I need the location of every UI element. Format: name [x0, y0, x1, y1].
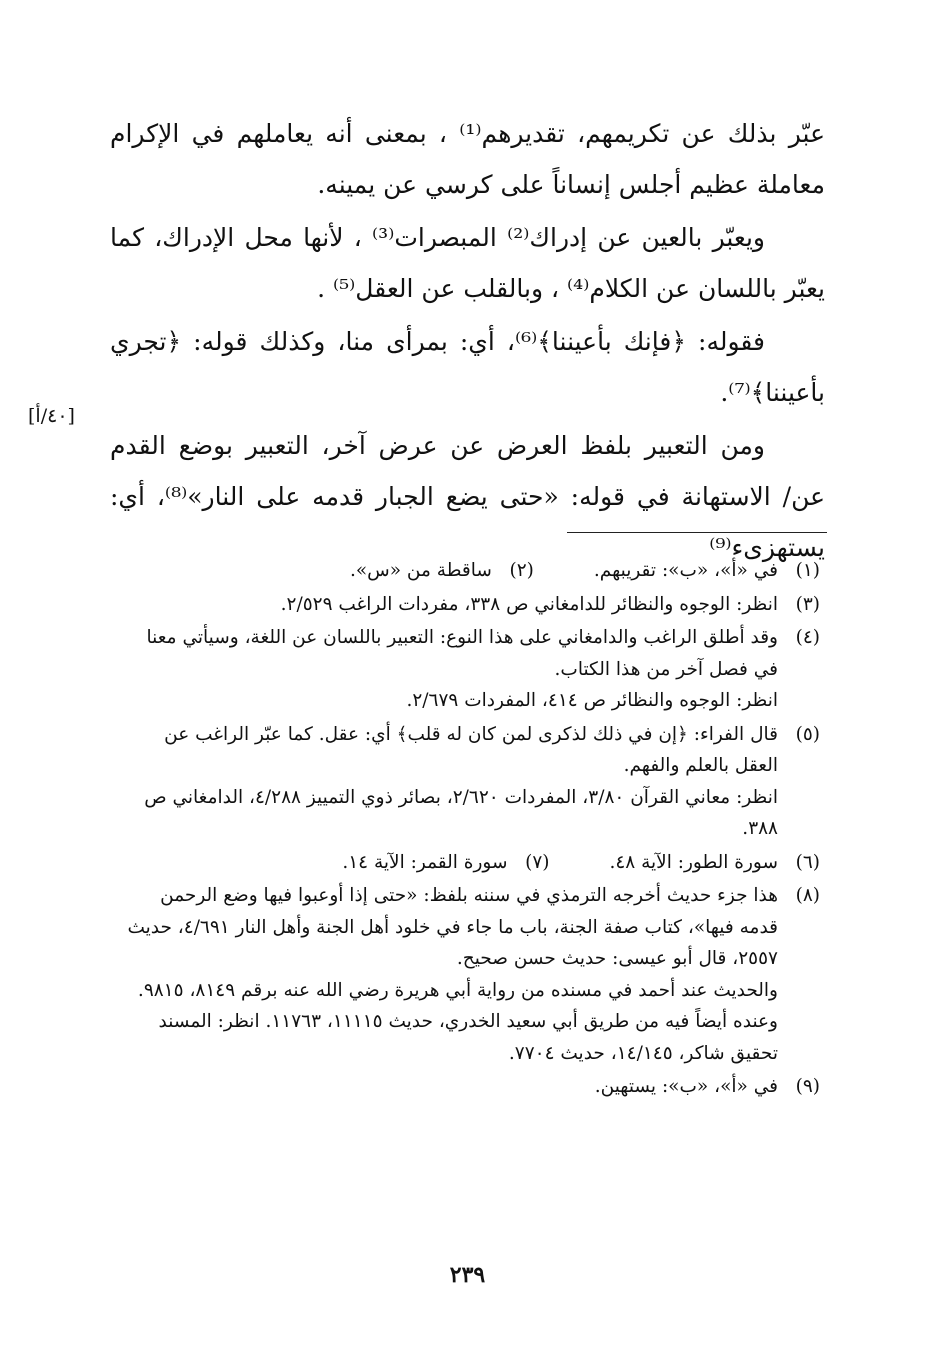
footnote-separator — [567, 532, 827, 533]
footnote-8 — [120, 880, 820, 1069]
paragraph: عبّر بذلك عن تكريمهم، تقديرهم⁽¹⁾ ، بمعنى أنه يعاملهم في الإكرام معاملة عظيم أجلس إنساناً على كرسي عن يمينه. — [110, 119, 825, 199]
footnotes — [120, 555, 820, 1105]
footnote-number: (٩) — [795, 1076, 820, 1097]
footnote-number: (٢) — [509, 560, 534, 581]
footnote-6 — [609, 847, 820, 879]
footnote-1 — [594, 555, 820, 587]
footnote-text: وقد أطلق الراغب والدامغاني على هذا النوع: التعبير باللسان عن اللغة، وسيأتي معنا في فصل آخر من هذا الكتاب. — [146, 627, 778, 680]
footnote-number: (٨) — [795, 885, 820, 906]
footnote-text: قال الفراء: ﴿إن في ذلك لذكرى لمن كان له قلب﴾ أي: عقل. كما عبّر الراغب عن العقل بالعلم والفهم. — [164, 723, 778, 776]
footnote-text: سورة الطور: الآية ٤٨. — [609, 851, 778, 873]
footnote-number: (١) — [795, 560, 820, 581]
footnote-5 — [120, 719, 820, 845]
footnote-9 — [120, 1071, 820, 1103]
footnote-3 — [120, 589, 820, 621]
footnote-text: في «أ»، «ب»: يستهين. — [594, 1076, 778, 1097]
manuscript-folio-marker: [٤٠/أ] — [28, 405, 75, 427]
footnote-row — [120, 555, 820, 589]
footnote-2 — [350, 555, 534, 587]
paragraph: فقوله: ﴿فإنك بأعيننا﴾⁽⁶⁾، أي: بمرأى منا، وكذلك قوله: ﴿تجري بأعيننا﴾⁽⁷⁾. — [110, 327, 825, 407]
footnote-number: (٥) — [795, 723, 820, 745]
footnote-text: انظر: الوجوه والنظائر للدامغاني ص ٣٣٨، مفردات الراغب ٢/٥٢٩. — [280, 593, 778, 615]
paragraph: ومن التعبير بلفظ العرض عن عرض آخر، التعبير بوضع القدم عن/ الاستهانة في قوله: «حتى يضع الجبار قدمه على النار»⁽⁸⁾، أي: يستهزىء⁽⁹⁾ — [110, 431, 826, 562]
footnote-text: سورة القمر: الآية ١٤. — [342, 851, 508, 873]
footnote-reference: والحديث عند أحمد في مسنده من رواية أبي هريرة رضي الله عنه برقم ٨١٤٩، ٩٨١٥. وعنده أيضاً فيه من طريق أبي سعيد الخدري، حديث ١١١١٥، ١١٧٦٣. انظر: المسند تحقيق شاكر، ١٤/١٤٥، حديث ٧٧٠٤. — [137, 979, 778, 1064]
footnote-number: (٣) — [795, 593, 820, 615]
footnote-number: (٦) — [795, 851, 820, 873]
footnote-reference: انظر: معاني القرآن ٣/٨٠، المفردات ٢/٦٢٠، بصائر ذوي التمييز ٤/٢٨٨، الدامغاني ص ٣٨٨. — [144, 786, 778, 839]
footnote-number: (٧) — [525, 851, 550, 873]
footnote-text: هذا جزء حديث أخرجه الترمذي في سننه بلفظ: «حتى إذا أوعبوا فيها وضع الرحمن قدمه فيها»، كتاب صفة الجنة، باب ما جاء في خلود أهل الجنة وأهل النار ٤/٦٩١، حديث ٢٥٥٧، قال أبو عيسى: حديث حسن صحيح. — [127, 885, 778, 969]
main-text — [110, 108, 825, 575]
footnote-number: (٤) — [795, 627, 820, 648]
page-number: ٢٣٩ — [449, 1262, 486, 1288]
paragraph: ويعبّر بالعين عن إدراك⁽²⁾ المبصرات⁽³⁾ ، لأنها محل الإدراك، كما يعبّر باللسان عن الكلام⁽⁴⁾ ، وبالقلب عن العقل⁽⁵⁾ . — [110, 223, 825, 303]
footnote-reference: انظر: الوجوه والنظائر ص ٤١٤، المفردات ٢/٦٧٩. — [406, 690, 778, 711]
footnote-text: في «أ»، «ب»: تقريبهم. — [593, 560, 778, 581]
footnote-4 — [120, 622, 820, 717]
footnote-row — [120, 847, 820, 881]
footnote-7 — [342, 847, 549, 879]
footnote-text: ساقطة من «س». — [349, 560, 492, 581]
